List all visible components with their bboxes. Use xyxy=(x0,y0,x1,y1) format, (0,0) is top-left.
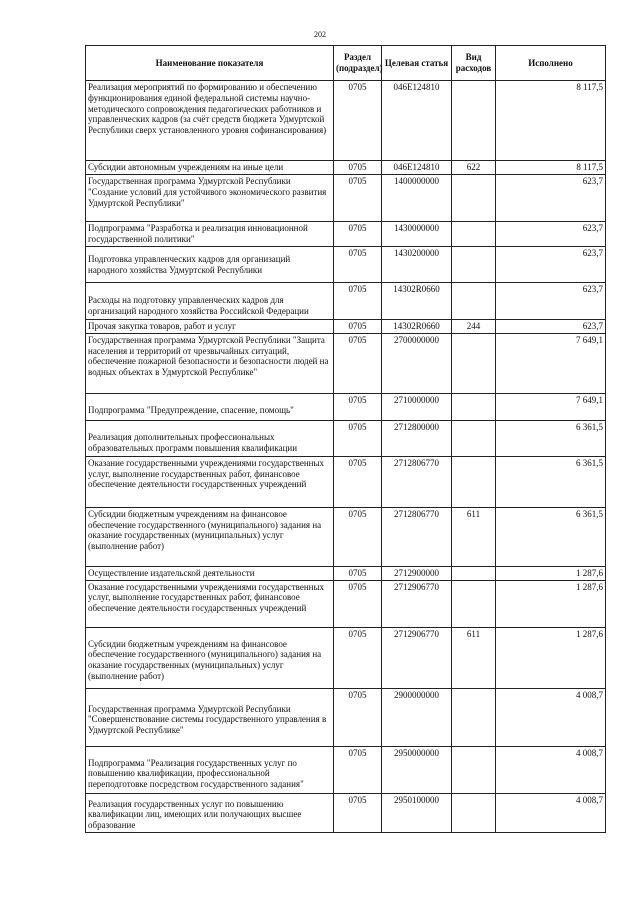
row-amount-cell: 7 649,1 xyxy=(496,333,606,393)
row-name-cell: Подпрограмма "Предупреждение, спасение, помощь" xyxy=(86,393,334,420)
table-row xyxy=(86,793,606,832)
row-expense-cell: 244 xyxy=(452,320,496,334)
row-expense-cell: 622 xyxy=(452,161,496,175)
row-name-cell: Реализация государственных услуг по повышению квалификации лиц, имеющих или получающих высшее образование xyxy=(86,793,334,832)
column-header-name: Наименование показателя xyxy=(86,46,334,81)
row-section-cell: 0705 xyxy=(334,746,382,793)
row-expense-cell xyxy=(452,688,496,746)
row-section-cell: 0705 xyxy=(334,566,382,580)
row-name-cell: Государственная программа Удмуртской Республики "Совершенствование системы государственного управления в Удмуртской Республике" xyxy=(86,688,334,746)
row-section-cell: 0705 xyxy=(334,420,382,456)
row-amount-cell: 8 117,5 xyxy=(496,161,606,175)
row-amount-cell: 623,7 xyxy=(496,175,606,222)
table-row xyxy=(86,175,606,222)
table-row xyxy=(86,746,606,793)
row-target-cell: 14302R0660 xyxy=(382,283,452,320)
table-row xyxy=(86,222,606,247)
row-target-cell: 046E124810 xyxy=(382,81,452,161)
row-target-cell: 2712800000 xyxy=(382,420,452,456)
row-target-cell: 2700000000 xyxy=(382,333,452,393)
row-expense-cell xyxy=(452,222,496,247)
row-name-cell: Реализация дополнительных профессиональных образовательных программ повышения квалификации xyxy=(86,420,334,456)
row-name-cell: Прочая закупка товаров, работ и услуг xyxy=(86,320,334,334)
row-name-cell: Расходы на подготовку управленческих кадров для организаций народного хозяйства Российской Федерации xyxy=(86,283,334,320)
row-expense-cell xyxy=(452,283,496,320)
column-header-target: Целевая статья xyxy=(382,46,452,81)
budget-table xyxy=(85,45,606,833)
row-name-cell: Субсидии автономным учреждениям на иные цели xyxy=(86,161,334,175)
row-target-cell: 2900000000 xyxy=(382,688,452,746)
row-name-cell: Подпрограмма "Реализация государственных услуг по повышению квалификации, профессиональной переподготовке посредством государственного задания" xyxy=(86,746,334,793)
row-expense-cell xyxy=(452,81,496,161)
row-expense-cell xyxy=(452,793,496,832)
table-row xyxy=(86,420,606,456)
row-target-cell: 2950000000 xyxy=(382,746,452,793)
table-row xyxy=(86,247,606,283)
column-header-section: Раздел (подраздел) xyxy=(334,46,382,81)
table-header-row xyxy=(86,46,606,81)
row-target-cell: 1430200000 xyxy=(382,247,452,283)
row-target-cell: 2950100000 xyxy=(382,793,452,832)
row-section-cell: 0705 xyxy=(334,793,382,832)
table-row xyxy=(86,161,606,175)
row-amount-cell: 623,7 xyxy=(496,283,606,320)
row-target-cell: 2710000000 xyxy=(382,393,452,420)
row-name-cell: Подпрограмма "Разработка и реализация инновационной государственной политики" xyxy=(86,222,334,247)
row-section-cell: 0705 xyxy=(334,81,382,161)
row-section-cell: 0705 xyxy=(334,161,382,175)
row-target-cell: 2712906770 xyxy=(382,627,452,688)
column-header-executed: Исполнено xyxy=(496,46,606,81)
table-row xyxy=(86,580,606,627)
table-row xyxy=(86,688,606,746)
table-row xyxy=(86,393,606,420)
row-amount-cell: 4 008,7 xyxy=(496,793,606,832)
row-target-cell: 1400000000 xyxy=(382,175,452,222)
row-amount-cell: 623,7 xyxy=(496,247,606,283)
row-section-cell: 0705 xyxy=(334,688,382,746)
row-amount-cell: 4 008,7 xyxy=(496,746,606,793)
row-target-cell: 2712806770 xyxy=(382,507,452,566)
row-target-cell: 2712906770 xyxy=(382,580,452,627)
row-section-cell: 0705 xyxy=(334,222,382,247)
row-section-cell: 0705 xyxy=(334,175,382,222)
row-amount-cell: 1 287,6 xyxy=(496,580,606,627)
row-expense-cell xyxy=(452,247,496,283)
row-target-cell: 14302R0660 xyxy=(382,320,452,334)
table-row xyxy=(86,507,606,566)
row-name-cell: Оказание государственными учреждениями государственных услуг, выполнение государственных работ, финансовое обеспечение деятельности государственных учреждений xyxy=(86,456,334,507)
row-section-cell: 0705 xyxy=(334,320,382,334)
row-section-cell: 0705 xyxy=(334,333,382,393)
row-expense-cell xyxy=(452,566,496,580)
table-body xyxy=(86,81,606,833)
row-name-cell: Субсидии бюджетным учреждениям на финансовое обеспечение государственного (муниципального) задания на оказание государственных (муниципальных) услуг (выполнение работ) xyxy=(86,507,334,566)
row-amount-cell: 7 649,1 xyxy=(496,393,606,420)
row-name-cell: Подготовка управленческих кадров для организаций народного хозяйства Удмуртской Республики xyxy=(86,247,334,283)
row-expense-cell xyxy=(452,393,496,420)
row-section-cell: 0705 xyxy=(334,580,382,627)
row-expense-cell xyxy=(452,456,496,507)
row-amount-cell: 6 361,5 xyxy=(496,456,606,507)
row-amount-cell: 4 008,7 xyxy=(496,688,606,746)
row-expense-cell xyxy=(452,420,496,456)
table-row xyxy=(86,456,606,507)
row-name-cell: Осуществление издательской деятельности xyxy=(86,566,334,580)
row-section-cell: 0705 xyxy=(334,247,382,283)
row-expense-cell xyxy=(452,580,496,627)
table-row xyxy=(86,81,606,161)
row-amount-cell: 1 287,6 xyxy=(496,566,606,580)
table-row xyxy=(86,627,606,688)
row-expense-cell xyxy=(452,746,496,793)
column-header-expense: Вид расходов xyxy=(452,46,496,81)
row-name-cell: Оказание государственными учреждениями государственных услуг, выполнение государственных работ, финансовое обеспечение деятельности государственных учреждений xyxy=(86,580,334,627)
row-name-cell: Субсидии бюджетным учреждениям на финансовое обеспечение государственного (муниципального) задания на оказание государственных (муниципальных) услуг (выполнение работ) xyxy=(86,627,334,688)
row-amount-cell: 6 361,5 xyxy=(496,420,606,456)
row-expense-cell xyxy=(452,175,496,222)
table-row xyxy=(86,320,606,334)
row-expense-cell: 611 xyxy=(452,507,496,566)
row-section-cell: 0705 xyxy=(334,283,382,320)
row-expense-cell xyxy=(452,333,496,393)
row-target-cell: 046E124810 xyxy=(382,161,452,175)
table-row xyxy=(86,566,606,580)
row-name-cell: Государственная программа Удмуртской Республики "Создание условий для устойчивого экономического развития Удмуртской Республики" xyxy=(86,175,334,222)
row-section-cell: 0705 xyxy=(334,393,382,420)
row-amount-cell: 623,7 xyxy=(496,222,606,247)
row-section-cell: 0705 xyxy=(334,507,382,566)
row-target-cell: 2712900000 xyxy=(382,566,452,580)
row-amount-cell: 8 117,5 xyxy=(496,81,606,161)
row-section-cell: 0705 xyxy=(334,456,382,507)
row-section-cell: 0705 xyxy=(334,627,382,688)
row-amount-cell: 1 287,6 xyxy=(496,627,606,688)
row-name-cell: Реализация мероприятий по формированию и обеспечению функционирования единой федеральной системы научно-методического сопровождения педагогических работников и управленческих кадров (за счёт средств бюджета Удмуртской Республики сверх установленного уровня софинансирования) xyxy=(86,81,334,161)
row-amount-cell: 6 361,5 xyxy=(496,507,606,566)
row-expense-cell: 611 xyxy=(452,627,496,688)
table-row xyxy=(86,333,606,393)
table-row xyxy=(86,283,606,320)
row-name-cell: Государственная программа Удмуртской Республики "Защита населения и территорий от чрезвычайных ситуаций, обеспечение пожарной безопасности и безопасности людей на водных объектах в Удмуртской Республике" xyxy=(86,333,334,393)
page-number: 202 xyxy=(314,30,326,39)
row-target-cell: 1430000000 xyxy=(382,222,452,247)
row-target-cell: 2712806770 xyxy=(382,456,452,507)
row-amount-cell: 623,7 xyxy=(496,320,606,334)
